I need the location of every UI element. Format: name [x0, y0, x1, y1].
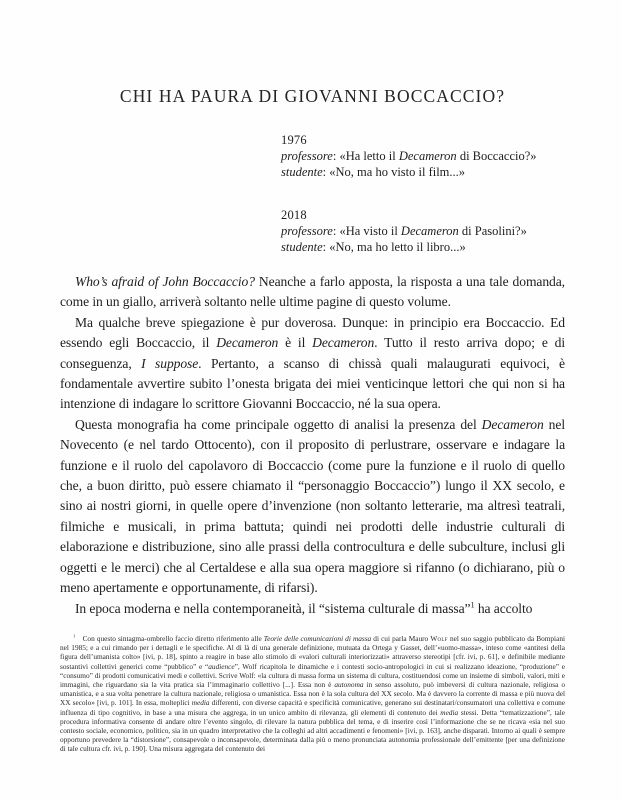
epigraph-professore-line: professore: «Ha visto il Decameron di Pasolini?» [281, 224, 527, 238]
body-paragraph: In epoca moderna e nella contemporaneità, il “sistema culturale di massa”$^1$ ha accolto [75, 598, 533, 616]
epigraph-year: 2018 [281, 208, 307, 222]
epigraph-professore-line: professore: «Ha letto il Decameron di Boccaccio?» [281, 149, 537, 163]
epigraph-studente-line: studente: «No, ma ho letto il libro...» [281, 240, 466, 254]
body-paragraph: Ma qualche breve spiegazione è pur doverosa. Dunque: in principio era Boccaccio. Ed essendo egli Boccaccio, il Decameron è il Decameron. Tutto il resto arriva dopo; e di conseguenza, I suppose. Pertanto, a scanso di chissà quali malaugurati equivoci, è fondamentale avvertire subito l’onesta brigata dei miei venticinque lettori che qui non si ha intenzione di indagare lo scrittore Giovanni Boccaccio, né la sua opera. [60, 314, 566, 412]
epigraph-1976 [281, 132, 565, 180]
body-paragraph: Questa monografia ha come principale oggetto di analisi la presenza del Decameron nel Novecento (e nel tardo Ottocento), con il proposito di perlustrare, osservare e indagare la funzione e il ruolo del capolavoro di Boccaccio (come pure la funzione e il ruolo di quello che, a buon diritto, può essere chiamato il “personaggio Boccaccio”) lungo il XX secolo, e sino ai nostri giorni, in quelle opere d’invenzione (non soltanto letterarie, ma altresì teatrali, filmiche e musicali, in prima battuta; quindi nei prodotti delle industrie culturali di elaborazione e distribuzione, sino alle prassi della controcultura e delle subculture, inclusi gli oggetti e le merci) che al Certaldese e alla sua opera maggiore si rifanno (o dichiarano, più o meno apertamente e opportunamente, di rifarsi). [60, 416, 565, 596]
chapter-title: CHI HA PAURA DI GIOVANNI BOCCACCIO? [119, 86, 506, 106]
body-text [60, 272, 565, 619]
epigraph-studente-line: studente: «No, ma ho visto il film...» [281, 165, 466, 179]
epigraphs [281, 132, 565, 255]
body-paragraph: Who’s afraid of John Boccaccio? Neanche a farlo apposta, la risposta a una tale domanda, come in un giallo, arriverà soltanto nelle ultime pagine di questo volume. [60, 274, 565, 310]
epigraph-year: 1976 [281, 133, 307, 147]
epigraph-2018 [281, 207, 565, 255]
footnote: $^1$ Con questo sintagma-ombrello faccio diretto riferimento alle Teorie delle comunicazioni di massa di cui parla Mauro Wolf nel suo saggio pubblicato da Bompiani nel 1985; e a cui rimando per i dettagli e le specifiche. Al di là di una generale definizione, mutuata da Ortega y Gasset, dell’«uomo-massa», inteso come «antitesi della figura dell’umanista colto» [ivi, p. 18], spinto a reagire in base allo stimolo di «valori culturali interiorizzati» attraverso stereotipi [cfr. ivi, p. 61], e definibile mediante sostantivi collettivi generici come “pubblico” e “audience”, Wolf ricapitola le dinamiche e i contesti socio-antropologici in cui si realizzano ideazione, “produzione” e “consumo” di prodotti comunicativi medi e collettivi. Scrive Wolf: «la cultura di massa forma un sistema di cultura, costituendosi come un insieme di simboli, valori, miti e immagini, che riguardano sia la vita pratica sia l’immaginario collettivo [...]. Essa non è autonoma in senso assoluto, può imbeversi di cultura nazionale, religiosa o umanistica, e a sua volta penetrare la cultura nazionale, religiosa o umanistica. Essa non è la sola cultura del XX secolo. Ma è davvero la corrente di massa e più nuova del XX secolo» [ivi, p. 101]. In essa, molteplici media differenti, con diverse capacità e specificità comunicative, generano sui destinatari/consumatori una collettiva e comune influenza di tipo cognitivo, in base a una misura che aggrega, in un unico ambito di rilevanza, gli elementi di contenuto dei media stessi. Detta “tematizzazione”, tale procedura informativa consente di andare oltre l’evento singolo, di rilevare la natura pubblica del tema, e di inserire così l’informazione che se ne ricava «sia nel suo contesto sociale, economico, politico, sia in un quadro interpretativo che la colleghi ad altri accadimenti e fenomeni» [ivi, p. 163], anche disparati. Intorno ai quali è sempre opportuno prevedere la “distorsione”, consapevole o inconsapevole, determinata dalla più o meno pronunciata autonomia professionale dell’emittente [per una definizione di tale cultura cfr. ivi, p. 190]. Una misura aggregata del contenuto dei [60, 633, 566, 754]
